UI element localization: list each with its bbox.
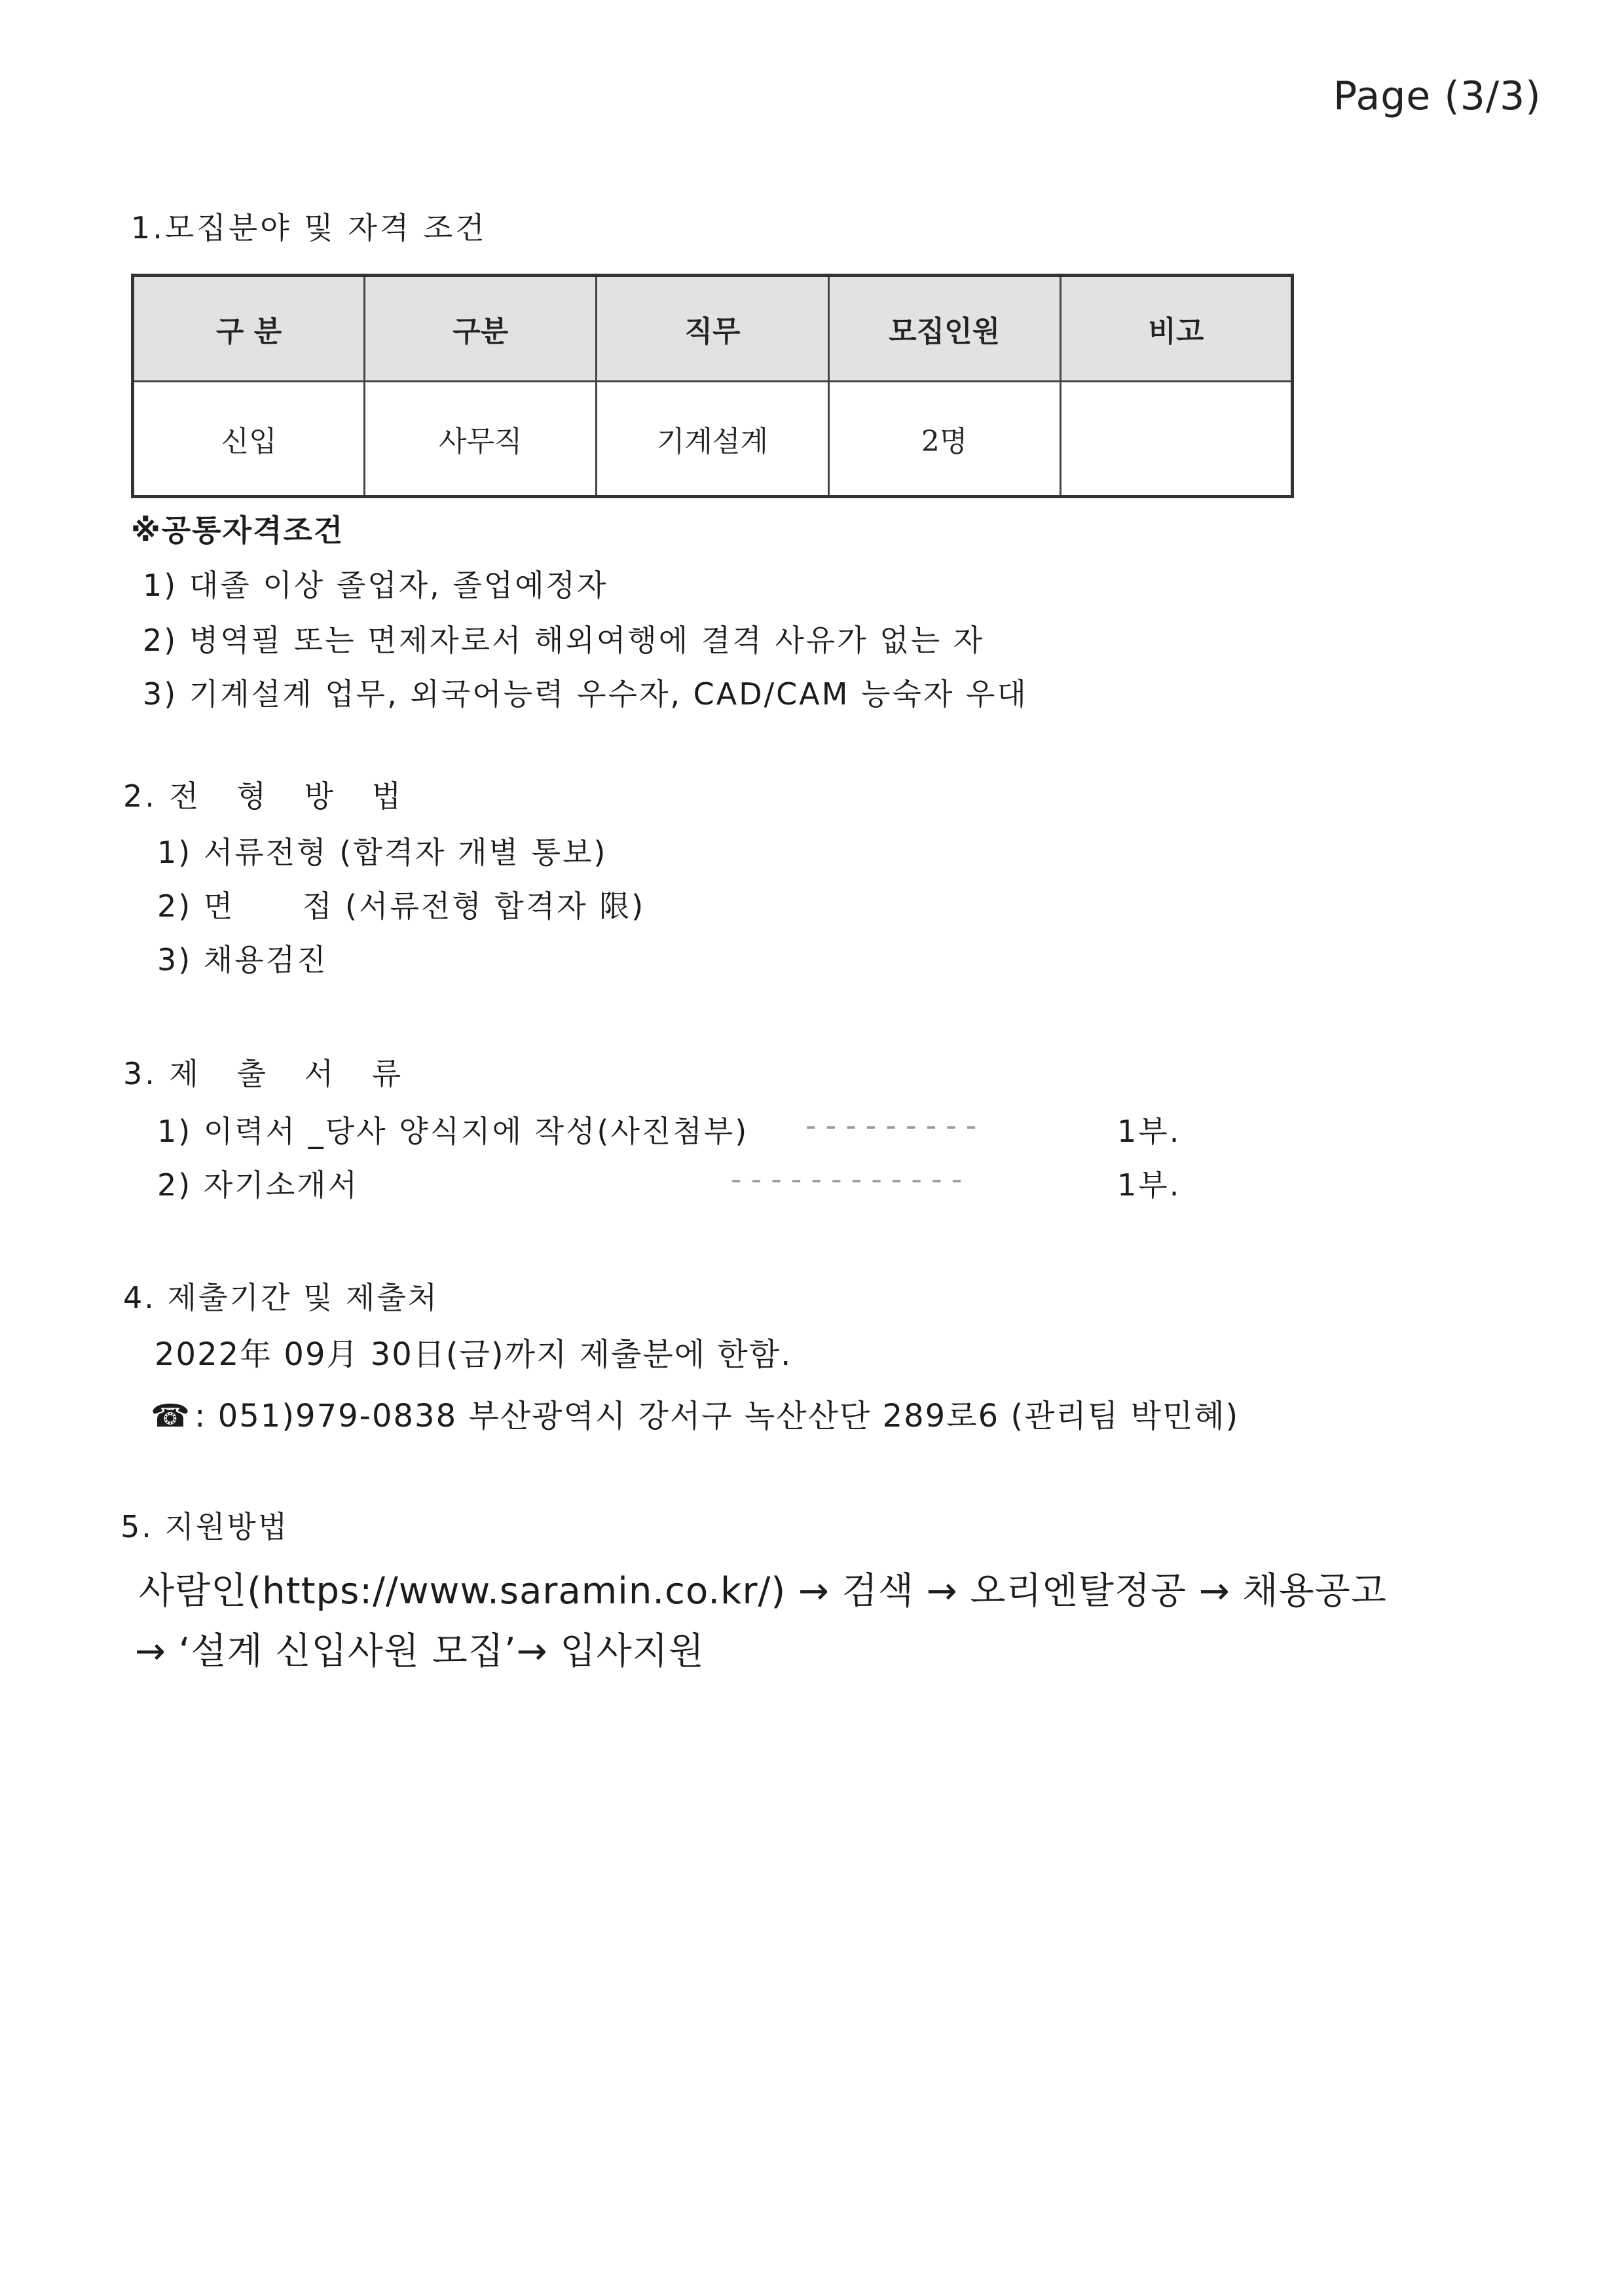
document-item-count: 1부. bbox=[1117, 1114, 1181, 1149]
contact-details: : 051)979-0838 부산광역시 강서구 녹산산단 289로6 (관리팀 박민혜) bbox=[194, 1398, 1240, 1434]
table-header-cell: 직무 bbox=[597, 276, 828, 382]
common-qualifications-title: ※공통자격조건 bbox=[131, 513, 344, 548]
section3-number: 3. bbox=[123, 1056, 157, 1091]
document-item-label: 1) 이력서 _당사 양식지에 작성(사진첨부) bbox=[157, 1114, 749, 1149]
table-cell: 2명 bbox=[828, 382, 1060, 497]
section1-heading: 1.모집분야 및 자격 조건 bbox=[131, 210, 487, 246]
selection-step: 3) 채용검진 bbox=[157, 942, 328, 977]
section2-title: 전 형 방 법 bbox=[169, 778, 416, 814]
table-row bbox=[133, 382, 1293, 497]
qualification-item: 3) 기계설계 업무, 외국어능력 우수자, CAD/CAM 능숙자 우대 bbox=[143, 676, 1028, 712]
application-method-line: 사람인(https://www.saramin.co.kr/) → 검색 → 오리엔탈정공 → 채용공고 bbox=[139, 1570, 1387, 1613]
table-header-cell: 비고 bbox=[1060, 276, 1292, 382]
table-header-row bbox=[133, 276, 1293, 382]
page-number: Page (3/3) bbox=[1333, 73, 1541, 119]
section4-heading: 4. 제출기간 및 제출처 bbox=[123, 1280, 439, 1315]
table-header-cell: 구 분 bbox=[133, 276, 365, 382]
qualification-item: 2) 병역필 또는 면제자로서 해외여행에 결격 사유가 없는 자 bbox=[143, 623, 985, 658]
application-method-line: → ‘설계 신입사원 모집’→ 입사지원 bbox=[135, 1630, 705, 1673]
table-cell bbox=[1060, 382, 1292, 497]
recruitment-table bbox=[131, 274, 1294, 498]
table-header-cell: 모집인원 bbox=[828, 276, 1060, 382]
phone-icon: ☎ bbox=[151, 1398, 191, 1434]
section2-heading bbox=[123, 773, 415, 816]
section3-heading bbox=[123, 1050, 415, 1093]
selection-step: 2) 면 bbox=[157, 888, 235, 924]
table-cell: 신입 bbox=[133, 382, 365, 497]
table-cell: 기계설계 bbox=[597, 382, 828, 497]
document-item-dashes: --------- bbox=[805, 1108, 986, 1143]
qualification-item: 1) 대졸 이상 졸업자, 졸업예정자 bbox=[143, 568, 608, 603]
table-cell: 사무직 bbox=[365, 382, 597, 497]
document-item-label: 2) 자기소개서 bbox=[157, 1167, 360, 1203]
table-header-cell: 구분 bbox=[365, 276, 597, 382]
submission-deadline: 2022年 09月 30日(금)까지 제출분에 한함. bbox=[155, 1336, 792, 1373]
document-item-dashes: ------------ bbox=[731, 1161, 972, 1197]
section3-title: 제 출 서 류 bbox=[169, 1056, 416, 1091]
selection-step-detail: 접 (서류전형 합격자 限) bbox=[303, 888, 646, 924]
section5-heading: 5. 지원방법 bbox=[120, 1509, 289, 1544]
section2-number: 2. bbox=[123, 778, 157, 814]
document-item-count: 1부. bbox=[1117, 1167, 1181, 1203]
selection-step: 1) 서류전형 (합격자 개별 통보) bbox=[157, 835, 608, 870]
contact-line bbox=[151, 1391, 1239, 1436]
